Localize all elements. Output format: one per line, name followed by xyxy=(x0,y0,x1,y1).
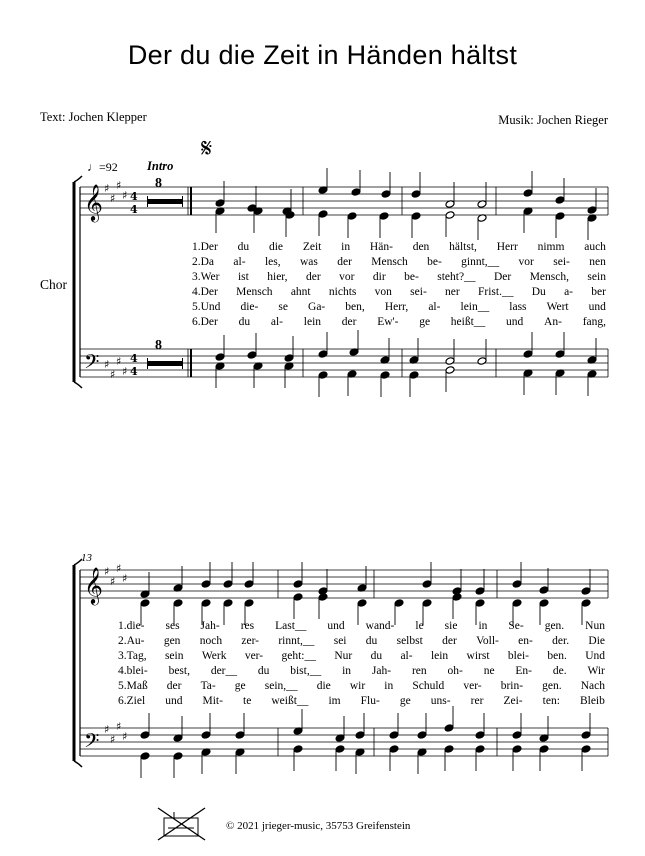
lyric-line xyxy=(192,271,606,286)
lyric-line xyxy=(192,316,606,331)
note-head xyxy=(381,190,391,199)
lyric-syllable: nichts xyxy=(328,286,357,298)
lyric-syllable: 1.Der xyxy=(192,241,218,253)
lyric-line xyxy=(118,695,605,710)
lyric-syllable: 5.Maß xyxy=(118,680,148,692)
lyric-syllable: du xyxy=(238,316,251,328)
lyric-syllable: wir xyxy=(349,680,366,692)
note-head xyxy=(555,196,565,205)
lyric-syllable: in xyxy=(341,241,351,253)
lyric-syllable: Last__ xyxy=(275,620,307,632)
lyric-syllable: se xyxy=(278,301,288,313)
lyric-syllable: Herr, xyxy=(384,301,409,313)
lyric-syllable: Se- xyxy=(508,620,524,632)
lyric-syllable: Jah- xyxy=(200,620,220,632)
lyric-syllable: Mensch xyxy=(236,286,273,298)
note-head xyxy=(411,212,421,221)
lyric-line xyxy=(118,665,605,680)
svg-text:♯: ♯ xyxy=(122,365,128,378)
note-head xyxy=(422,599,432,608)
lyric-syllable: Wir xyxy=(587,665,605,677)
note-head xyxy=(318,350,328,359)
intro-label: Intro xyxy=(147,159,174,173)
note-head xyxy=(445,366,455,375)
lyric-syllable: de. xyxy=(552,665,567,677)
lyric-syllable: bist,__ xyxy=(290,665,322,677)
lyric-syllable: wand- xyxy=(365,620,395,632)
lyric-syllable: und xyxy=(506,316,524,328)
lyric-syllable: Du xyxy=(531,286,546,298)
lyric-syllable: ben, xyxy=(345,301,365,313)
svg-text:4: 4 xyxy=(130,190,138,203)
lyric-syllable: blei- xyxy=(507,650,529,662)
note-head xyxy=(244,580,254,589)
note-head xyxy=(409,371,419,380)
measure-number: 13 xyxy=(81,552,92,564)
lyricist-credit: Text: Jochen Klepper xyxy=(40,110,147,124)
lyric-syllable: al- xyxy=(270,316,284,328)
lyric-syllable: rinnt,__ xyxy=(278,635,315,647)
lyric-syllable: und xyxy=(327,620,345,632)
lyric-syllable: steht?__ xyxy=(437,271,476,283)
note-head xyxy=(445,357,455,366)
lyric-syllable: Mensch xyxy=(371,256,408,268)
note-head xyxy=(512,731,522,740)
lyric-syllable: ist xyxy=(237,271,249,283)
lyric-line xyxy=(118,680,605,695)
lyric-syllable: a- xyxy=(564,286,573,298)
lyric-syllable: zer- xyxy=(241,635,260,647)
note-head xyxy=(347,212,357,221)
lyric-syllable: die xyxy=(268,241,284,253)
lyric-syllable: Zei- xyxy=(503,695,523,707)
note-head xyxy=(355,731,365,740)
svg-text:♯: ♯ xyxy=(104,182,110,195)
note-head xyxy=(539,586,549,595)
rest-count-bass: 8 xyxy=(155,338,162,353)
lyric-syllable: was xyxy=(299,256,318,268)
note-head xyxy=(293,580,303,589)
lyric-syllable: geht:__ xyxy=(281,650,316,662)
note-head xyxy=(293,745,303,754)
note-head xyxy=(444,724,454,733)
lyric-syllable: al- xyxy=(233,256,246,268)
note-head xyxy=(555,350,565,359)
lyric-syllable: ver- xyxy=(244,650,264,662)
lyric-syllable: in xyxy=(478,620,488,632)
svg-text:♯: ♯ xyxy=(110,575,116,588)
lyric-syllable: best, xyxy=(168,665,190,677)
note-head xyxy=(357,599,367,608)
lyric-syllable: Nun xyxy=(585,620,605,632)
note-head xyxy=(417,731,427,740)
note-head xyxy=(201,731,211,740)
lyric-syllable: al- xyxy=(400,650,413,662)
note-head xyxy=(244,599,254,608)
note-head xyxy=(512,580,522,589)
lyric-syllable: Bleib xyxy=(579,695,605,707)
lyric-syllable: be- xyxy=(427,256,442,268)
note-head xyxy=(581,587,591,596)
svg-text:♯: ♯ xyxy=(116,355,122,368)
note-head xyxy=(389,745,399,754)
note-head xyxy=(475,745,485,754)
note-head xyxy=(389,731,399,740)
lyric-syllable: Werk xyxy=(201,650,227,662)
note-head xyxy=(581,599,591,608)
note-head xyxy=(587,206,597,215)
note-head xyxy=(523,189,533,198)
lyric-syllable: heißt__ xyxy=(450,316,486,328)
lyric-syllable: Voll- xyxy=(476,635,499,647)
note-head xyxy=(475,587,485,596)
note-head xyxy=(351,188,361,197)
lyric-syllable: Hän- xyxy=(369,241,393,253)
note-head xyxy=(379,212,389,221)
lyric-syllable: Und xyxy=(585,650,605,662)
lyric-syllable: le xyxy=(415,620,424,632)
lyric-syllable: sei xyxy=(333,635,347,647)
lyric-syllable: wirst xyxy=(466,650,490,662)
lyric-syllable: Ta- xyxy=(200,680,216,692)
svg-text:♯: ♯ xyxy=(104,723,110,736)
lyric-syllable: du xyxy=(370,650,383,662)
lyric-syllable: uns- xyxy=(430,695,451,707)
lyric-syllable: lass xyxy=(509,301,527,313)
lyric-syllable: der xyxy=(305,271,321,283)
segno-icon: 𝄋 xyxy=(201,134,213,164)
lyric-syllable: Ew'- xyxy=(377,316,399,328)
lyric-syllable: noch xyxy=(199,635,223,647)
note-head xyxy=(173,752,183,761)
treble-staff-system-2 xyxy=(80,570,608,598)
lyric-syllable: Schuld xyxy=(412,680,445,692)
lyric-syllable: du xyxy=(257,665,270,677)
time-signature-icon xyxy=(130,190,138,378)
note-head xyxy=(235,731,245,740)
note-head xyxy=(247,351,257,360)
lyric-syllable: auch xyxy=(584,241,606,253)
lyric-syllable: ren xyxy=(411,665,427,677)
note-head xyxy=(201,580,211,589)
lyric-syllable: ahnt xyxy=(290,286,311,298)
note-head xyxy=(411,190,421,199)
lyric-syllable: der xyxy=(442,635,457,647)
note-head xyxy=(318,371,328,380)
lyric-syllable: Der xyxy=(494,271,512,283)
lyric-syllable: lein xyxy=(430,650,449,662)
lyric-syllable: Mit- xyxy=(202,695,223,707)
lyric-line xyxy=(118,635,605,650)
lyric-syllable: Mensch, xyxy=(529,271,569,283)
lyric-syllable: 1.die- xyxy=(118,620,145,632)
svg-text:♯: ♯ xyxy=(104,358,110,371)
lyric-syllable: les, xyxy=(264,256,281,268)
svg-text:♯: ♯ xyxy=(122,730,128,743)
lyric-line xyxy=(192,286,606,301)
lyric-syllable: lein xyxy=(303,316,322,328)
lyric-syllable: und xyxy=(588,301,606,313)
svg-text:♯: ♯ xyxy=(110,192,116,205)
lyric-syllable: Herr xyxy=(496,241,518,253)
lyric-syllable: te xyxy=(243,695,252,707)
lyric-syllable: ginnt,__ xyxy=(461,256,500,268)
svg-text:♯: ♯ xyxy=(122,572,128,585)
svg-text:4: 4 xyxy=(130,365,138,378)
lyric-syllable: weißt__ xyxy=(271,695,309,707)
lyric-syllable: 2.Au- xyxy=(118,635,145,647)
svg-text:♯: ♯ xyxy=(116,562,122,575)
lyric-syllable: von xyxy=(374,286,392,298)
lyric-syllable: dir xyxy=(372,271,386,283)
lyric-syllable: du xyxy=(365,635,378,647)
lyric-syllable: Flu- xyxy=(360,695,380,707)
svg-text:4: 4 xyxy=(130,203,138,216)
lyric-syllable: be- xyxy=(404,271,419,283)
lyric-syllable: sein,__ xyxy=(264,680,298,692)
lyric-syllable: ver- xyxy=(463,680,482,692)
lyric-syllable: Ga- xyxy=(308,301,326,313)
lyric-syllable: fang, xyxy=(582,316,606,328)
note-head xyxy=(581,731,591,740)
svg-text:♯: ♯ xyxy=(116,179,122,192)
lyric-syllable: vor xyxy=(339,271,355,283)
lyric-syllable: der__ xyxy=(210,665,238,677)
lyric-syllable: sein xyxy=(587,271,606,283)
lyric-syllable: res xyxy=(240,620,255,632)
lyric-syllable: der xyxy=(166,680,182,692)
note-head xyxy=(422,580,432,589)
note-head xyxy=(284,354,294,363)
lyric-syllable: Jah- xyxy=(371,665,392,677)
svg-text:♯: ♯ xyxy=(104,565,110,578)
treble-clef-icon: 𝄞 xyxy=(84,183,103,221)
note-head xyxy=(445,211,455,220)
lyric-syllable: Zeit xyxy=(302,241,322,253)
bass-clef-icon: 𝄢 xyxy=(84,350,100,378)
lyric-syllable: die xyxy=(316,680,331,692)
lyric-syllable: Wert xyxy=(546,301,569,313)
lyric-syllable: En- xyxy=(515,665,533,677)
note-head xyxy=(318,210,328,219)
composer-credit: Musik: Jochen Rieger xyxy=(498,113,608,127)
svg-text:♯: ♯ xyxy=(110,733,116,746)
lyric-syllable: ber xyxy=(591,286,606,298)
page-title: Der du die Zeit in Händen hältst xyxy=(127,40,518,70)
note-head xyxy=(475,599,485,608)
note-head xyxy=(223,599,233,608)
lyric-syllable: sei- xyxy=(410,286,427,298)
svg-text:♯: ♯ xyxy=(110,368,116,381)
lyric-syllable: al- xyxy=(428,301,441,313)
tempo-marking: ♩=92 xyxy=(87,160,118,174)
note-head xyxy=(140,752,150,761)
note-head xyxy=(140,731,150,740)
lyric-syllable: nen xyxy=(589,256,606,268)
lyric-syllable: den xyxy=(412,241,430,253)
lyric-syllable: hältst, xyxy=(449,241,477,253)
lyric-syllable: 4.Der xyxy=(192,286,218,298)
svg-text:♯: ♯ xyxy=(116,720,122,733)
lyric-syllable: brin- xyxy=(500,680,524,692)
lyric-syllable: ne xyxy=(483,665,495,677)
lyric-syllable: du xyxy=(237,241,250,253)
lyric-line xyxy=(118,620,605,635)
note-head xyxy=(335,745,345,754)
lyric-syllable: ge xyxy=(419,316,431,328)
lyric-syllable: ge xyxy=(399,695,411,707)
lyric-syllable: 2.Da xyxy=(192,256,215,268)
lyric-syllable: An- xyxy=(544,316,562,328)
lyric-line xyxy=(192,241,606,256)
lyric-syllable: 6.Der xyxy=(192,316,218,328)
lyric-syllable: ge xyxy=(234,680,246,692)
copyright-notice: © 2021 jrieger-music, 35753 Greifenstein xyxy=(226,820,411,832)
note-head xyxy=(512,599,522,608)
lyric-syllable: oh- xyxy=(447,665,463,677)
treble-clef-icon: 𝄞 xyxy=(84,566,103,604)
lyric-syllable: Frist.__ xyxy=(478,286,514,298)
lyric-syllable: vor xyxy=(518,256,534,268)
lyric-line xyxy=(118,650,605,665)
note-head xyxy=(140,599,150,608)
lyric-syllable: selbst xyxy=(396,635,423,647)
lyric-syllable: ner xyxy=(445,286,460,298)
lyric-syllable: der. xyxy=(552,635,570,647)
lyric-line xyxy=(192,256,606,271)
note-head xyxy=(523,350,533,359)
lyric-syllable: die- xyxy=(240,301,259,313)
note-head xyxy=(215,353,225,362)
lyric-syllable: gen. xyxy=(542,680,562,692)
note-head xyxy=(293,593,303,602)
note-head xyxy=(512,745,522,754)
lyric-syllable: nimm xyxy=(537,241,565,253)
note-head xyxy=(380,371,390,380)
lyric-syllable: 3.Tag, xyxy=(118,650,147,662)
lyric-syllable: ten: xyxy=(542,695,560,707)
bass-clef-icon: 𝄢 xyxy=(84,729,100,757)
lyric-syllable: in xyxy=(342,665,352,677)
lyric-syllable: und xyxy=(165,695,183,707)
part-name-label: Chor xyxy=(40,277,67,292)
lyric-line xyxy=(192,301,606,316)
lyric-syllable: sein xyxy=(164,650,184,662)
lyric-syllable: ben. xyxy=(547,650,567,662)
multi-measure-rest xyxy=(147,196,183,369)
lyric-syllable: 5.Und xyxy=(192,301,221,313)
lyric-syllable: 4.blei- xyxy=(118,665,148,677)
svg-text:4: 4 xyxy=(130,352,138,365)
lyric-syllable: gen. xyxy=(544,620,565,632)
note-head xyxy=(477,357,487,366)
lyric-syllable: gen xyxy=(163,635,181,647)
note-head xyxy=(555,212,565,221)
note-head xyxy=(539,745,549,754)
note-head xyxy=(201,599,211,608)
lyric-syllable: 6.Ziel xyxy=(118,695,146,707)
note-head xyxy=(444,745,454,754)
note-head xyxy=(223,580,233,589)
lyric-syllable: Die xyxy=(588,635,605,647)
lyric-syllable: hier, xyxy=(267,271,288,283)
lyric-syllable: im xyxy=(328,695,341,707)
lyric-syllable: 3.Wer xyxy=(192,271,220,283)
note-head xyxy=(539,599,549,608)
lyric-syllable: in xyxy=(384,680,394,692)
lyric-syllable: rer xyxy=(470,695,484,707)
note-head xyxy=(394,599,404,608)
lyric-syllable: lein__ xyxy=(460,301,490,313)
lyric-syllable: der xyxy=(341,316,357,328)
note-head xyxy=(475,731,485,740)
lyric-syllable: en- xyxy=(518,635,533,647)
note-head xyxy=(173,599,183,608)
lyric-syllable: Nach xyxy=(580,680,605,692)
rest-count-treble: 8 xyxy=(155,176,162,191)
lyric-syllable: der xyxy=(337,256,352,268)
svg-text:♯: ♯ xyxy=(122,189,128,202)
lyric-syllable: ses xyxy=(165,620,180,632)
note-head xyxy=(581,745,591,754)
note-head xyxy=(215,199,225,208)
lyric-syllable: sei- xyxy=(553,256,570,268)
lyric-syllable: Nur xyxy=(334,650,353,662)
lyric-syllable: sie xyxy=(444,620,458,632)
